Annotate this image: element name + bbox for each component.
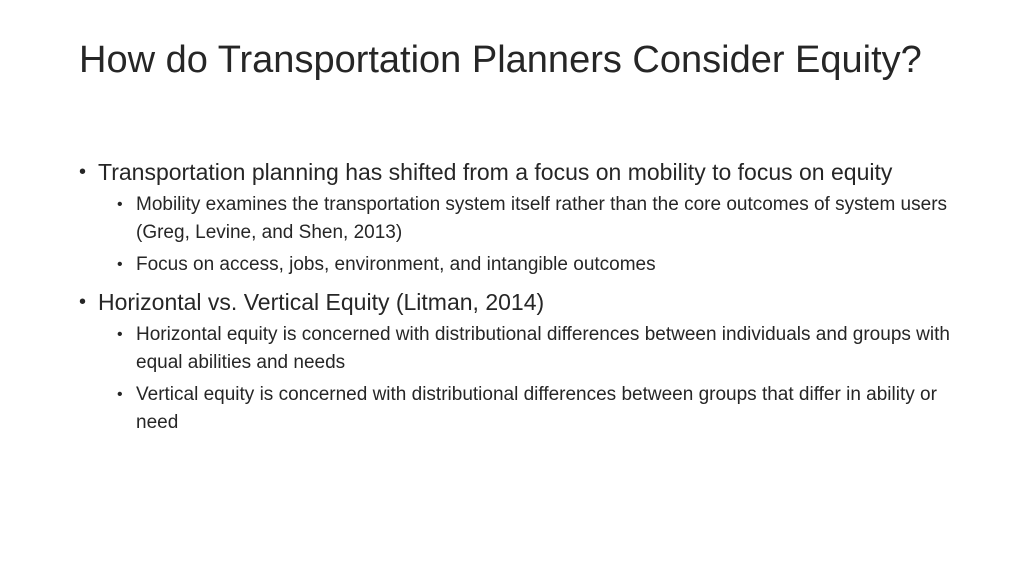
sub-bullet-text: Focus on access, jobs, environment, and intangible outcomes (136, 254, 656, 275)
sub-bullet-text: Mobility examines the transportation system itself rather than the core outcomes of system users (Greg, Levine, and Shen, 2013) (136, 194, 948, 243)
bullet-text: Transportation planning has shifted from a focus on mobility to focus on equity (98, 159, 893, 185)
slide-body (79, 156, 959, 444)
sub-bullet-list (98, 191, 959, 279)
sub-bullet-icon: • (117, 386, 123, 403)
sub-bullet-icon: • (117, 256, 123, 273)
bullet-item (79, 286, 959, 437)
slide-title: How do Transportation Planners Consider Equity? (79, 39, 922, 81)
sub-bullet-text: Vertical equity is concerned with distributional differences between groups that differ in ability or need (136, 384, 937, 433)
bullet-icon: • (79, 291, 87, 313)
sub-bullet-item (98, 381, 959, 437)
bullet-item (79, 156, 959, 279)
sub-bullet-text: Horizontal equity is concerned with distributional differences between individuals and groups with equal abilities and needs (136, 324, 950, 373)
sub-bullet-icon: • (117, 326, 123, 343)
sub-bullet-item (98, 251, 959, 279)
sub-bullet-item (98, 321, 959, 377)
bullet-icon: • (79, 161, 87, 183)
bullet-list (79, 156, 959, 437)
bullet-text: Horizontal vs. Vertical Equity (Litman, 2014) (98, 289, 545, 315)
sub-bullet-list (98, 321, 959, 437)
sub-bullet-item (98, 191, 959, 247)
sub-bullet-icon: • (117, 196, 123, 213)
